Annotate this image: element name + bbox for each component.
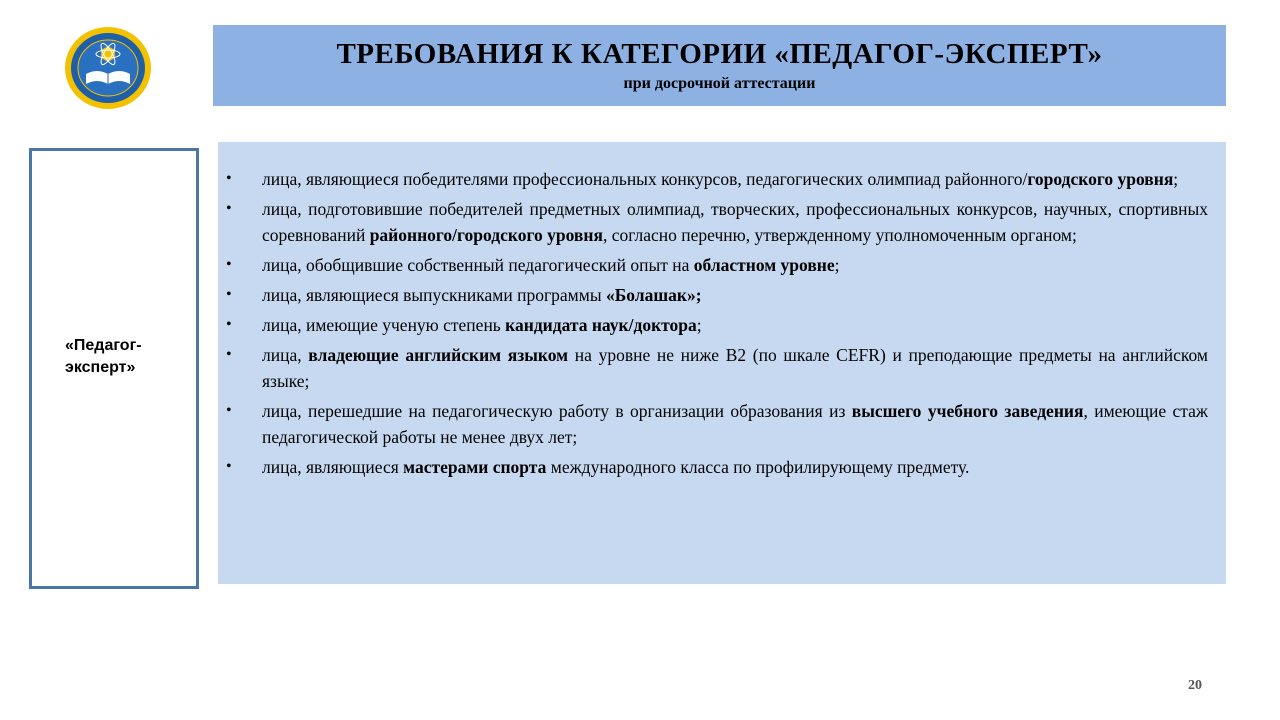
- category-label-line1: «Педагог-: [65, 337, 142, 354]
- requirement-item: [218, 282, 1208, 308]
- requirement-text-bold: мастерами спорта: [403, 457, 547, 477]
- bullet-icon: •: [226, 458, 232, 475]
- bullet-icon: •: [226, 316, 232, 333]
- requirement-text: лица, являющиеся: [262, 457, 404, 477]
- requirement-text-bold: районного/городского уровня: [369, 225, 603, 245]
- requirement-text-bold: городского уровня: [1027, 169, 1174, 189]
- requirement-text: лица, являющиеся выпускниками программы: [262, 285, 606, 305]
- requirement-item: [218, 398, 1208, 450]
- requirement-text: ;: [696, 315, 702, 335]
- category-box: [29, 148, 199, 589]
- requirement-item: [218, 196, 1208, 248]
- bullet-icon: •: [226, 346, 232, 363]
- requirement-item: [218, 342, 1208, 394]
- requirement-text: , имеющие стаж педагогической работы не менее двух лет;: [262, 401, 1208, 447]
- bullet-icon: •: [226, 170, 232, 187]
- ministry-emblem-icon: [64, 26, 152, 110]
- requirement-text-bold: «Болашак»;: [605, 285, 702, 305]
- requirement-item: [218, 252, 1208, 278]
- page-number: 20: [1188, 678, 1202, 693]
- requirements-list: [218, 142, 1226, 480]
- bullet-icon: •: [226, 402, 232, 419]
- requirement-text-bold: кандидата наук/доктора: [505, 315, 697, 335]
- requirement-item: [218, 312, 1208, 338]
- requirement-text: лица, подготовившие победителей предметных олимпиад, творческих, профессиональных конкурсов, научных, спортивных соревнований: [262, 199, 1208, 245]
- category-label: [32, 335, 196, 379]
- requirement-text: ;: [834, 255, 840, 275]
- requirement-text: на уровне не ниже В2 (по шкале CEFR) и преподающие предметы на английском языке;: [262, 345, 1208, 391]
- requirement-text: лица, обобщившие собственный педагогический опыт на: [262, 255, 694, 275]
- bullet-icon: •: [226, 256, 232, 273]
- requirement-text: лица, имеющие ученую степень: [262, 315, 506, 335]
- requirement-text: лица, являющиеся победителями профессиональных конкурсов, педагогических олимпиад районного/: [262, 169, 1028, 189]
- requirement-item: [218, 166, 1208, 192]
- bullet-icon: •: [226, 200, 232, 217]
- requirement-text: , согласно перечню, утвержденному уполномоченным органом;: [602, 225, 1077, 245]
- bullet-icon: •: [226, 286, 232, 303]
- page-title: ТРЕБОВАНИЯ К КАТЕГОРИИ «ПЕДАГОГ-ЭКСПЕРТ»: [336, 38, 1103, 70]
- requirement-text: ;: [1173, 169, 1179, 189]
- requirement-text: международного класса по профилирующему предмету.: [546, 457, 970, 477]
- requirements-panel: [218, 142, 1226, 584]
- requirement-text-bold: высшего учебного заведения: [851, 401, 1084, 421]
- requirement-text-bold: областном уровне: [693, 255, 835, 275]
- requirement-item: [218, 454, 1208, 480]
- requirement-text: лица, перешедшие на педагогическую работу в организации образования из: [262, 401, 852, 421]
- page-subtitle: при досрочной аттестации: [623, 75, 816, 92]
- requirement-text: лица,: [262, 345, 309, 365]
- header-banner: [213, 25, 1226, 106]
- category-label-line2: эксперт»: [65, 359, 136, 376]
- requirement-text-bold: владеющие английским языком: [308, 345, 569, 365]
